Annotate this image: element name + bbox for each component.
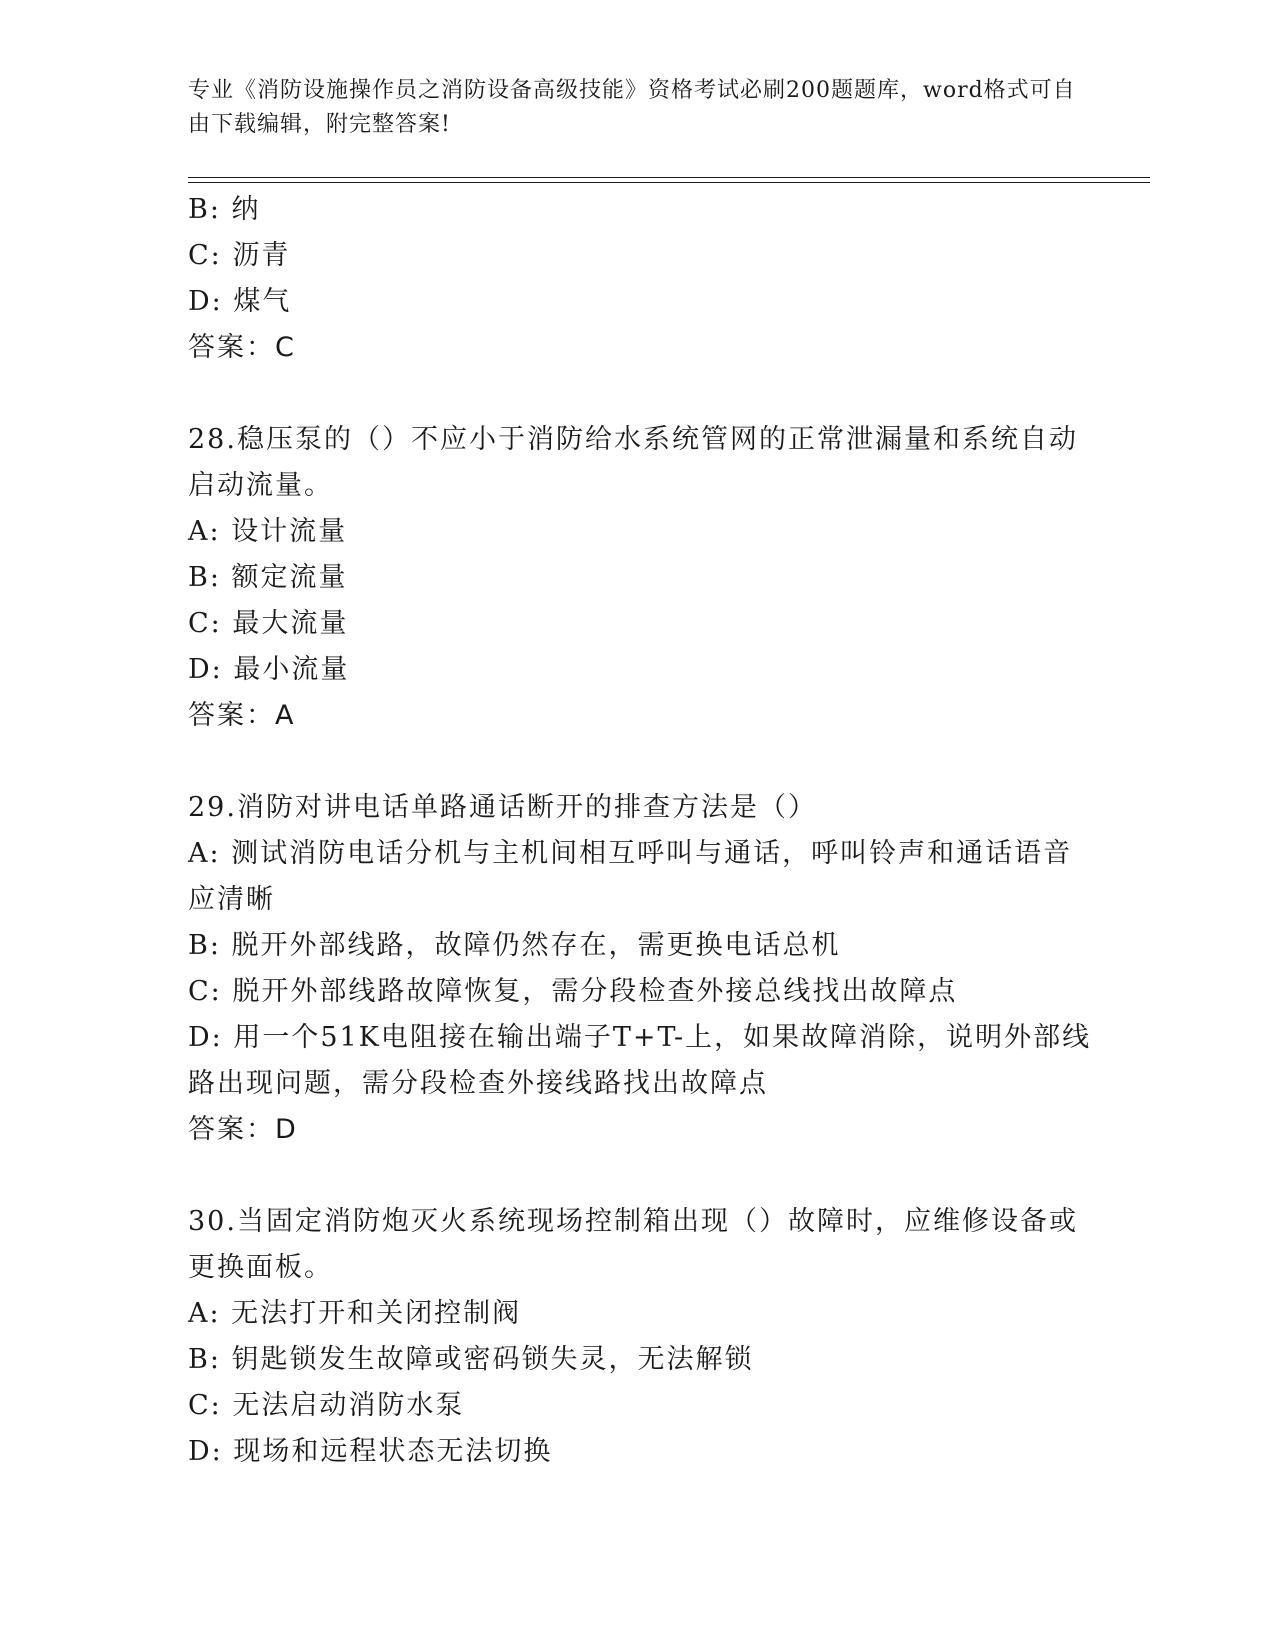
option-d: D: 最小流量	[188, 654, 350, 685]
option-d-continued: 路出现问题，需分段检查外接线路找出故障点	[188, 1068, 768, 1099]
option-b: B: 纳	[188, 194, 261, 225]
answer: 答案：D	[188, 1114, 298, 1145]
spacer	[188, 1153, 1088, 1199]
option-a: A: 无法打开和关闭控制阀	[188, 1298, 522, 1329]
option-a: A: 设计流量	[188, 516, 348, 547]
page-header: 专业《消防设施操作员之消防设备高级技能》资格考试必刷200题题库，word格式可自由下载编辑，附完整答案!	[188, 78, 1076, 137]
option-a-continued: 应清晰	[188, 884, 275, 915]
question-30	[188, 1199, 1088, 1475]
header-rule-top	[188, 177, 1150, 178]
option-b: B: 钥匙锁发生故障或密码锁失灵，无法解锁	[188, 1344, 754, 1375]
question-29	[188, 785, 1092, 1153]
option-b: B: 脱开外部线路，故障仍然存在，需更换电话总机	[188, 930, 841, 961]
question-stem: 更换面板。	[188, 1252, 333, 1283]
option-c: C: 脱开外部线路故障恢复，需分段检查外接总线找出故障点	[188, 976, 958, 1007]
option-c: C: 无法启动消防水泵	[188, 1390, 465, 1421]
option-d: D: 用一个51K电阻接在输出端子T+T-上，如果故障消除，说明外部线	[188, 1022, 1092, 1053]
question-28	[188, 417, 1088, 739]
option-d: D: 现场和远程状态无法切换	[188, 1436, 553, 1467]
question-stem: 28.稳压泵的（）不应小于消防给水系统管网的正常泄漏量和系统自动	[188, 424, 1078, 455]
question-stem: 30.当固定消防炮灭火系统现场控制箱出现（）故障时，应维修设备或	[188, 1206, 1078, 1237]
header-rule-bottom	[188, 182, 1150, 183]
spacer	[188, 371, 1088, 417]
spacer	[188, 739, 1088, 785]
question-stem: 29.消防对讲电话单路通话断开的排查方法是（）	[188, 792, 817, 823]
prev-question	[188, 187, 1088, 371]
question-stem: 启动流量。	[188, 470, 333, 501]
option-c: C: 沥青	[188, 240, 291, 271]
option-a: A: 测试消防电话分机与主机间相互呼叫与通话，呼叫铃声和通话语音	[188, 838, 1073, 869]
option-d: D: 煤气	[188, 286, 292, 317]
option-c: C: 最大流量	[188, 608, 349, 639]
answer: 答案：A	[188, 700, 296, 731]
document-body	[188, 187, 1092, 1475]
answer: 答案：C	[188, 332, 296, 363]
option-b: B: 额定流量	[188, 562, 348, 593]
